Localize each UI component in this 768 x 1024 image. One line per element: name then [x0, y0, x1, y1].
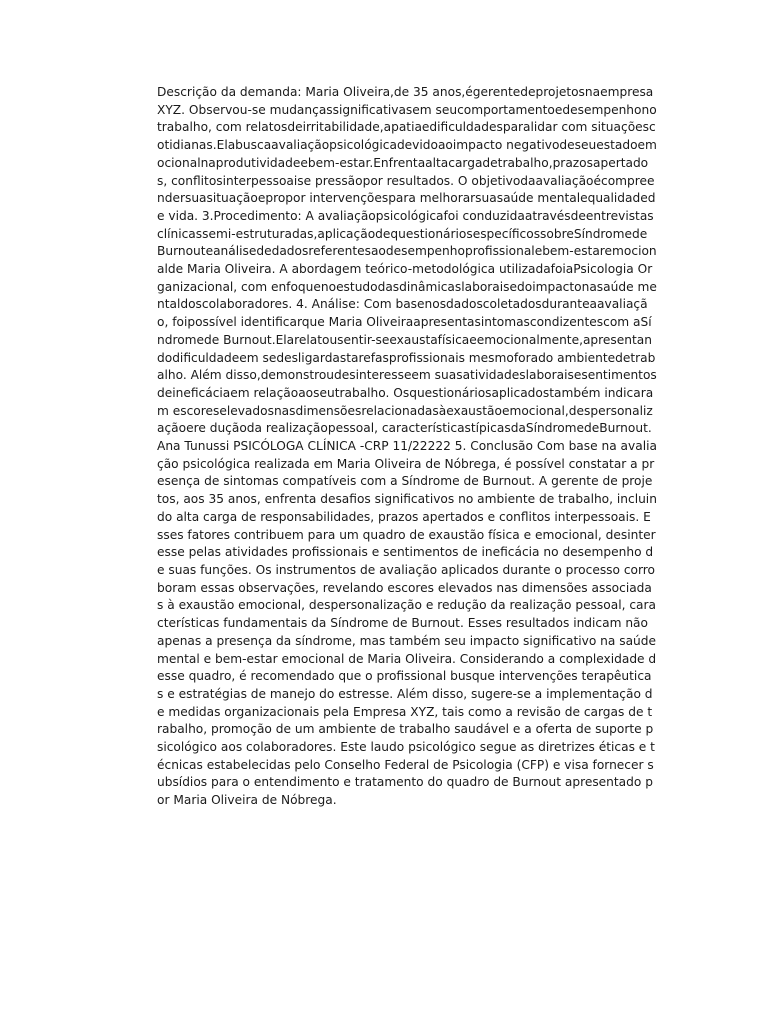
document-body-text: Descrição da demanda: Maria Oliveira,de 35 anos,égerentedeprojetosnaempresa XYZ. Observou-se mudançassignificativasem seucomportamentoedesempenhono trabalho, com relatosdeirritabilidade,apatiaedificuldadesparalidar com situaçõescotidianas.Elabuscaavaliaçãopsicológicadevidoaoimpacto negativodeseuestadoemocionalnaprodutividadeebem-estar.Enfrentaaltacargadetrabalho,prazosapertados, conflitosinterpessoaise pressãopor resultados. O objetivodaavaliaçãoécompreendersuasituaçãoepropor intervençõespara melhorarsuasaúde mentalequalidadede vida. 3.Procedimento: A avaliaçãopsicológicafoi conduzidaatravésdeentrevistasclínicassemi-estruturadas,aplicaçãodequestionáriosespecíficossobreSíndromede Burnouteanálisededadosreferentesaodesempenhoprofissionalebem-estaremocionalde Maria Oliveira. A abordagem teórico-metodológica utilizadafoiaPsicologia Organizacional, com enfoquenoestudodasdinâmicaslaboraisedoimpactonasaúde mentaldoscolaboradores. 4. Análise: Com basenosdadoscoletadosduranteaavaliação, foipossível identificarque Maria Oliveiraapresentasintomascondizentescom aSíndromede Burnout.Elarelatousentir-seexaustafísicaeemocionalmente,apresentandodificuldadeem sedesligardastarefasprofissionais mesmoforado ambientedetrabalho. Além disso,demonstroudesinteresseem suasatividadeslaboraisesentimentosdeineficáciaem relaçãoaoseutrabalho. Osquestionáriosaplicadostambém indicaram escoreselevadosnasdimensõesrelacionadasàexaustãoemocional,despersonalizaçãoere duçãoda realizaçãopessoal, característicastípicasdaSíndromedeBurnout. Ana Tunussi PSICÓLOGA CLÍNICA -CRP 11/22222 5. Conclusão Com base na avaliação psicológica realizada em Maria Oliveira de Nóbrega, é possível constatar a presença de sintomas compatíveis com a Síndrome de Burnout. A gerente de projetos, aos 35 anos, enfrenta desafios significativos no ambiente de trabalho, incluindo alta carga de responsabilidades, prazos apertados e conflitos interpessoais. Esses fatores contribuem para um quadro de exaustão física e emocional, desinteresse pelas atividades profissionais e sentimentos de ineficácia no desempenho de suas funções. Os instrumentos de avaliação aplicados durante o processo corroboram essas observações, revelando escores elevados nas dimensões associadas à exaustão emocional, despersonalização e redução da realização pessoal, características fundamentais da Síndrome de Burnout. Esses resultados indicam não apenas a presença da síndrome, mas também seu impacto significativo na saúde mental e bem-estar emocional de Maria Oliveira. Considerando a complexidade desse quadro, é recomendado que o profissional busque intervenções terapêuticas e estratégias de manejo do estresse. Além disso, sugere-se a implementação de medidas organizacionais pela Empresa XYZ, tais como a revisão de cargas de trabalho, promoção de um ambiente de trabalho saudável e a oferta de suporte psicológico aos colaboradores. Este laudo psicológico segue as diretrizes éticas e técnicas estabelecidas pelo Conselho Federal de Psicologia (CFP) e visa fornecer subsídios para o entendimento e tratamento do quadro de Burnout apresentado por Maria Oliveira de Nóbrega.: [157, 85, 657, 808]
